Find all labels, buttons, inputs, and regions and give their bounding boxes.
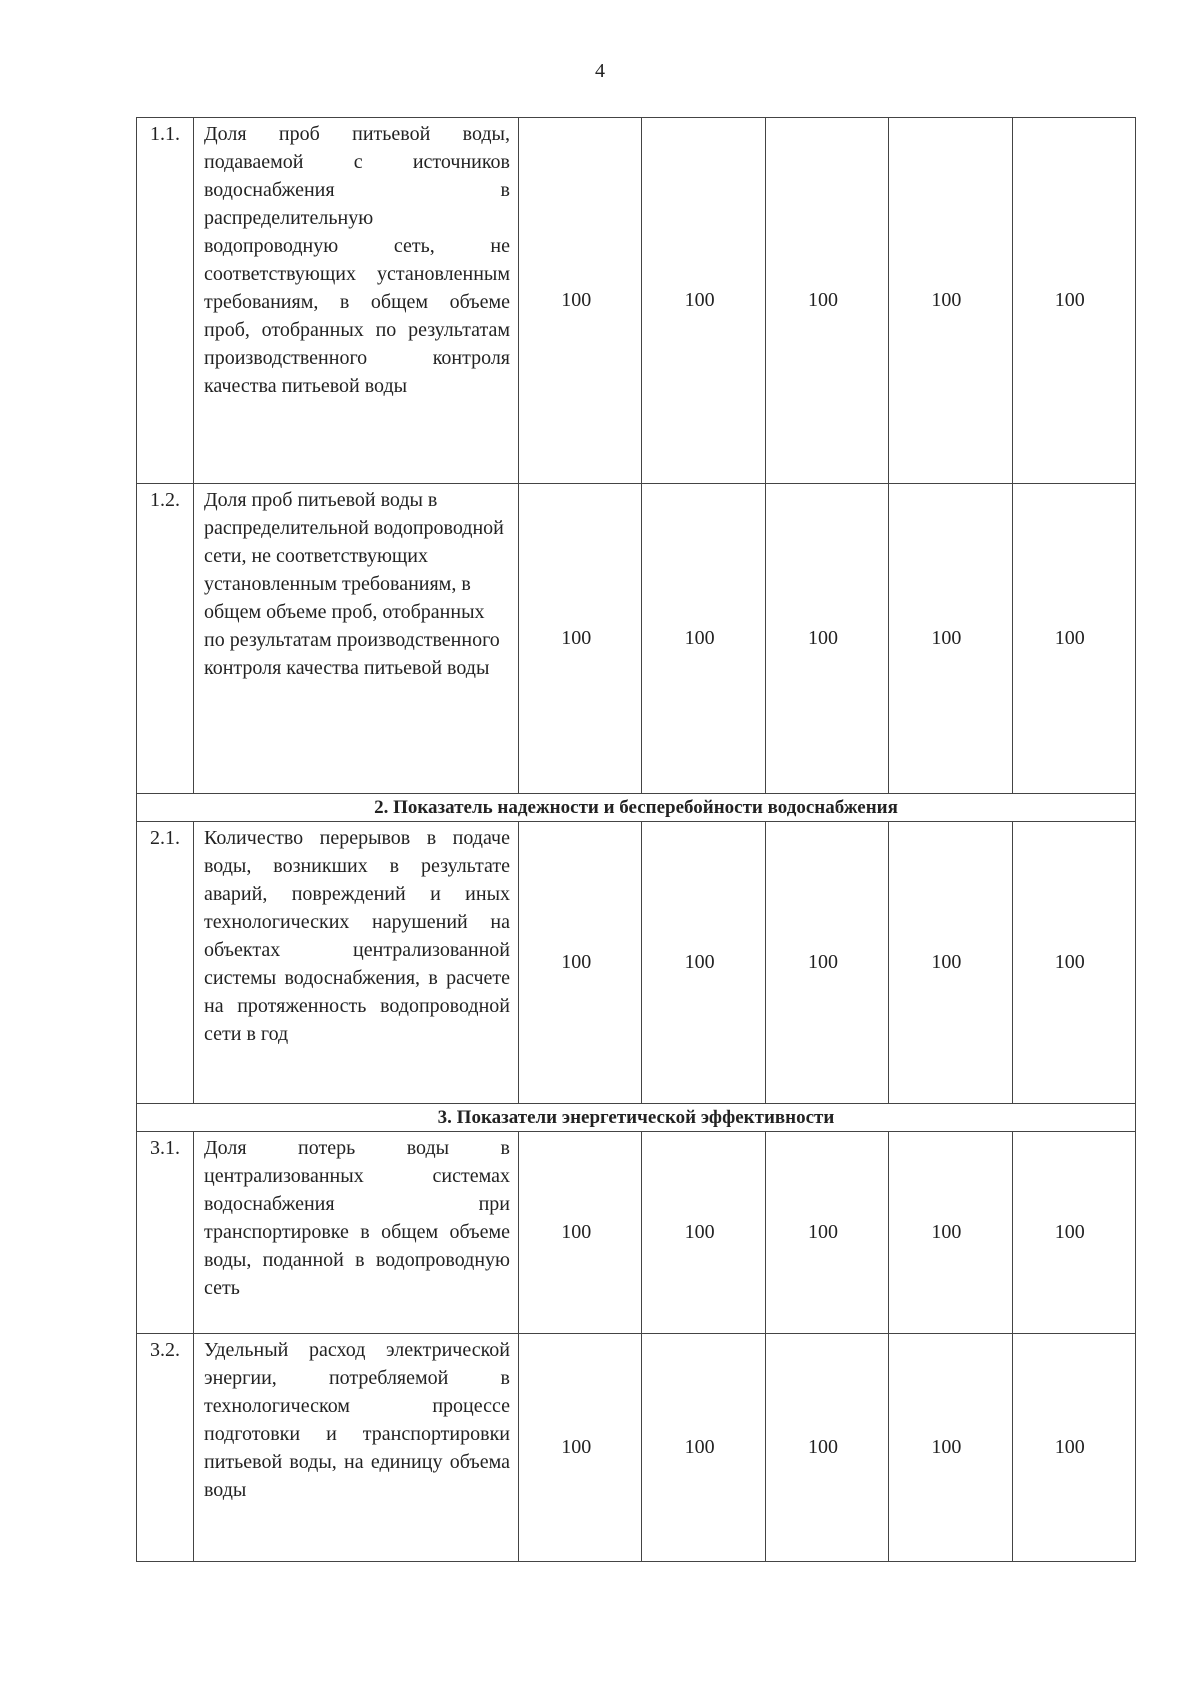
- value-cell: 100: [642, 1132, 765, 1334]
- page-number: 4: [595, 60, 605, 82]
- value-cell: 100: [765, 1132, 888, 1334]
- value-cell: 100: [1012, 118, 1135, 484]
- value-cell: 100: [519, 1132, 642, 1334]
- value-cell: 100: [765, 118, 888, 484]
- table-row: [137, 1334, 1136, 1562]
- value-cell: 100: [765, 1334, 888, 1562]
- section-header-row: [137, 794, 1136, 822]
- value-cell: 100: [1012, 484, 1135, 794]
- value-cell: 100: [642, 822, 765, 1104]
- value-cell: 100: [642, 118, 765, 484]
- value-cell: 100: [1012, 1334, 1135, 1562]
- indicator-description: Удельный расход электрической энергии, потребляемой в технологическом процессе подготовки и транспортировки питьевой воды, на единицу объема воды: [194, 1334, 519, 1562]
- row-number: 3.1.: [137, 1132, 194, 1334]
- indicators-table: [136, 117, 1136, 1562]
- indicator-description: Количество перерывов в подаче воды, возникших в результате аварий, повреждений и иных технологических нарушений на объектах централизованной системы водоснабжения, в расчете на протяженность водопроводной сети в год: [194, 822, 519, 1104]
- value-cell: 100: [1012, 822, 1135, 1104]
- table-row: [137, 484, 1136, 794]
- value-cell: 100: [519, 118, 642, 484]
- value-cell: 100: [889, 1132, 1012, 1334]
- table-row: [137, 118, 1136, 484]
- value-cell: 100: [642, 1334, 765, 1562]
- value-cell: 100: [519, 484, 642, 794]
- value-cell: 100: [889, 1334, 1012, 1562]
- value-cell: 100: [519, 822, 642, 1104]
- table-row: [137, 1132, 1136, 1334]
- row-number: 1.1.: [137, 118, 194, 484]
- value-cell: 100: [1012, 1132, 1135, 1334]
- value-cell: 100: [889, 484, 1012, 794]
- row-number: 1.2.: [137, 484, 194, 794]
- section-title: 3. Показатели энергетической эффективности: [137, 1104, 1136, 1132]
- table-row: [137, 822, 1136, 1104]
- value-cell: 100: [889, 822, 1012, 1104]
- value-cell: 100: [642, 484, 765, 794]
- indicator-description: Доля потерь воды в централизованных системах водоснабжения при транспортировке в общем объеме воды, поданной в водопроводную сеть: [194, 1132, 519, 1334]
- row-number: 3.2.: [137, 1334, 194, 1562]
- row-number: 2.1.: [137, 822, 194, 1104]
- indicator-description: Доля проб питьевой воды, подаваемой с источников водоснабжения в распределительную водопроводную сеть, не соответствующих установленным требованиям, в общем объеме проб, отобранных по результатам производственного контроля качества питьевой воды: [194, 118, 519, 484]
- section-header-row: [137, 1104, 1136, 1132]
- value-cell: 100: [765, 484, 888, 794]
- value-cell: 100: [889, 118, 1012, 484]
- section-title: 2. Показатель надежности и бесперебойности водоснабжения: [137, 794, 1136, 822]
- value-cell: 100: [519, 1334, 642, 1562]
- indicator-description: Доля проб питьевой воды в распределительной водопроводной сети, не соответствующих установленным требованиям, в общем объеме проб, отобранных по результатам производственного контроля качества питьевой воды: [194, 484, 519, 794]
- value-cell: 100: [765, 822, 888, 1104]
